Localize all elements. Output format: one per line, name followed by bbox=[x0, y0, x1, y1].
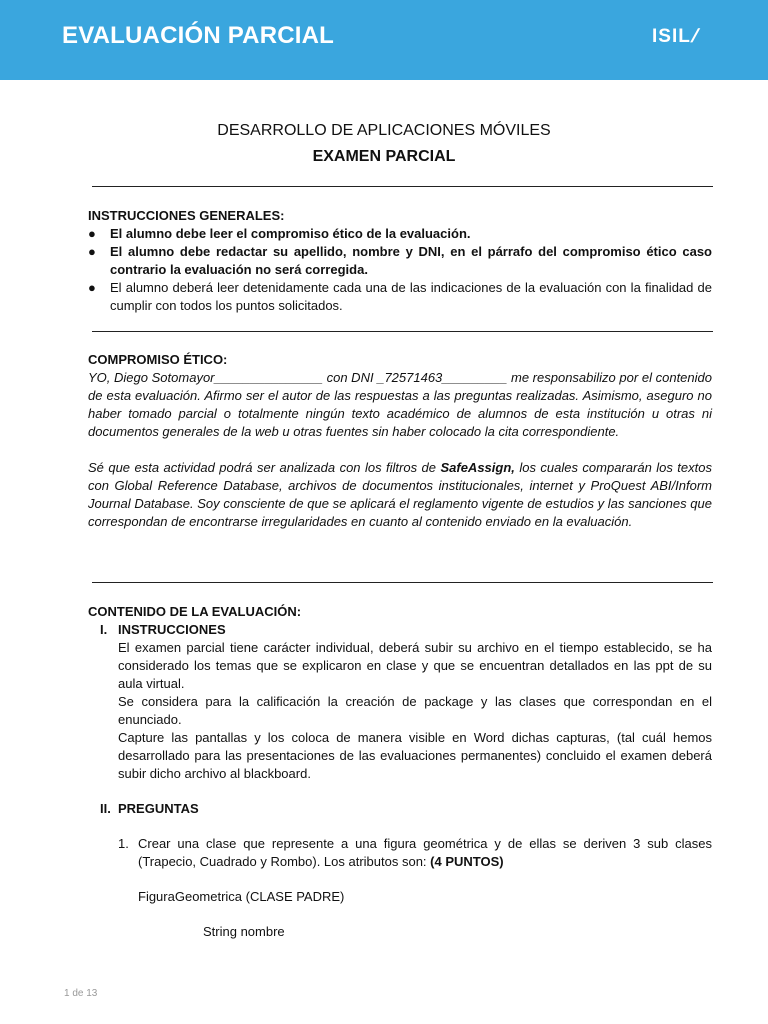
list-item: ● El alumno debe redactar su apellido, nombre y DNI, en el párrafo del compromiso ético caso contrario la evaluación no será corregida. bbox=[88, 244, 712, 277]
section-questions-title: II. PREGUNTAS bbox=[100, 801, 199, 816]
question-1: 1. Crear una clase que represente a una figura geométrica y de ellas se deriven 3 sub clases (Trapecio, Cuadrado y Rombo). Los atributos son: (4 PUNTOS) bbox=[118, 836, 712, 869]
divider-line bbox=[92, 186, 713, 187]
exam-title: EXAMEN PARCIAL bbox=[312, 148, 456, 165]
isil-logo bbox=[652, 26, 703, 48]
ethics-paragraph-2: Sé que esta actividad podrá ser analizada con los filtros de SafeAssign, los cuales compararán los textos con Global Reference Database, archivos de documentos institucionales, internet y ProQuest ABI/Inform Journal Database. Soy consciente de que se aplicará el reglamento vigente de estudios y las sanciones que correspondan de encontrarse irregularidades en cuanto al contenido enviado en la evaluación. bbox=[88, 460, 712, 529]
ethics-heading: COMPROMISO ÉTICO: bbox=[88, 352, 228, 367]
instructions-list bbox=[88, 225, 712, 315]
list-item: ● El alumno deberá leer detenidamente cada una de las indicaciones de la evaluación con la finalidad de cumplir con todos los puntos solicitados. bbox=[88, 280, 712, 313]
course-title: DESARROLLO DE APLICACIONES MÓVILES bbox=[217, 122, 551, 139]
section-instructions-title: I. INSTRUCCIONES bbox=[100, 622, 226, 637]
safeassign-text: SafeAssign, bbox=[440, 460, 515, 475]
general-instructions bbox=[88, 207, 712, 315]
page-header-band bbox=[0, 0, 768, 80]
page-number: 1 de 13 bbox=[64, 988, 98, 999]
evaluation-content bbox=[88, 603, 712, 941]
list-item: ● El alumno debe leer el compromiso ético de la evaluación. bbox=[88, 226, 471, 241]
bullet-icon: ● bbox=[88, 244, 96, 259]
parent-class-name: FiguraGeometrica (CLASE PADRE) bbox=[138, 889, 345, 904]
section-paragraph: Se considera para la calificación la creación de package y las clases que correspondan en el enunciado. bbox=[118, 694, 712, 727]
ethics-commitment bbox=[88, 351, 712, 531]
logo-text: ISIL bbox=[652, 26, 691, 47]
divider-line bbox=[92, 331, 713, 332]
divider-line bbox=[92, 582, 713, 583]
section-paragraph: Capture las pantallas y los coloca de manera visible en Word dichas capturas, (tal cuál hemos desarrollado para las presentaciones de las evaluaciones permanentes) concluido el examen deberá subir dicho archivo al blackboard. bbox=[118, 730, 712, 781]
instructions-heading: INSTRUCCIONES GENERALES: bbox=[88, 208, 285, 223]
bullet-icon: ● bbox=[88, 280, 96, 295]
bullet-icon: ● bbox=[88, 226, 96, 241]
content-heading: CONTENIDO DE LA EVALUACIÓN: bbox=[88, 604, 302, 619]
question-points: (4 PUNTOS) bbox=[430, 854, 504, 869]
logo-slash-mark: / bbox=[688, 26, 703, 47]
ethics-paragraph-1: YO, Diego Sotomayor_______________ con DNI _72571463_________ me responsabilizo por el contenido de esta evaluación. Afirmo ser el autor de las respuestas a las preguntas realizadas. Asimismo, aseguro no haber tomado parcial o totalmente ningún texto académico de alumnos de esta institución u otras ni documentos generales de la web u otras fuentes sin haber colocado la cita correspondiente. bbox=[88, 370, 712, 439]
section-paragraph: El examen parcial tiene carácter individual, deberá subir su archivo en el tiempo establecido, se ha considerado los temas que se explicaron en clase y que se encuentran detallados en las ppt de su aula virtual. bbox=[118, 640, 712, 691]
class-attribute: String nombre bbox=[203, 924, 285, 939]
header-title: EVALUACIÓN PARCIAL bbox=[62, 22, 335, 49]
